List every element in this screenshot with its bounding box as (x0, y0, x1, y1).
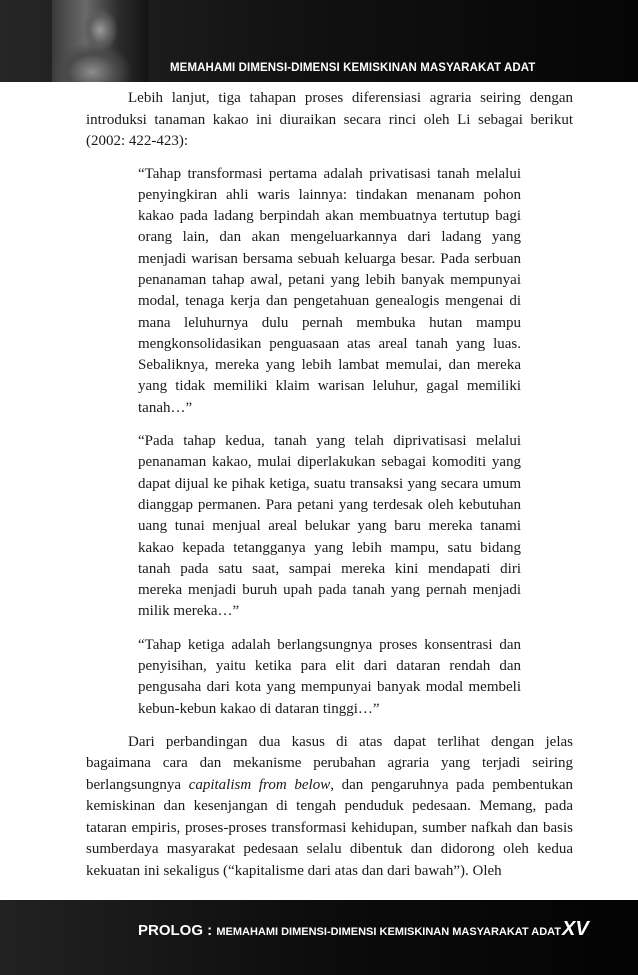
footer-prolog-label: PROLOG : (138, 922, 217, 939)
page-number: XV (562, 918, 589, 940)
page-header (0, 0, 638, 82)
closing-text-start: Dari perbandingan dua kasus di atas dapat terlihat dengan jelas bagaimana cara dan mekanisme perubahan agraria yang terjadi seiring berlangsungnya (86, 733, 573, 793)
block-quote-2: “Pada tahap kedua, tanah yang telah diprivatisasi melalui penanaman kakao, mulai diperlakukan sebagai komoditi yang dapat dijual ke pihak ketiga, suatu transaksi yang secara umum dianggap permanen. Para petani yang terdesak oleh kebutuhan uang tunai menjual areal belukar yang baru mereka tanami kakao kepada tetangganya yang lebih mampu, satu bidang tanah pada satu saat, sampai mereka kini mendapati diri mereka menjadi buruh upah pada tanah yang pernah menjadi milik mereka…” (138, 433, 521, 620)
intro-paragraph: Lebih lanjut, tiga tahapan proses diferensiasi agraria seiring dengan introduksi tanaman kakao ini diuraikan secara rinci oleh Li sebagai berikut (2002: 422-423): (86, 90, 573, 149)
page-body (86, 88, 573, 882)
block-quotes (86, 164, 573, 720)
header-photo (52, 0, 148, 82)
closing-paragraph (86, 732, 573, 883)
running-title: MEMAHAMI DIMENSI-DIMENSI KEMISKINAN MASYARAKAT ADAT (170, 62, 536, 74)
page-footer (0, 900, 638, 975)
block-quote-1: “Tahap transformasi pertama adalah privatisasi tanah melalui penyingkiran ahli waris lainnya: tindakan menanam pohon kakao pada ladang berpindah akan membuatnya tertutup bagi orang lain, dan akan mengeluarkannya dari ladang yang menjadi warisan bersama sebuah keluarga besar. Pada serbuan penanaman tahap awal, petani yang lebih banyak mempunyai modal, tenaga kerja dan pengetahuan genealogis mengenai di mana leluhurnya dulu pernah membuka hutan mampu mengkonsolidasikan penguasaan atas areal tanah yang luas. Sebaliknya, mereka yang lebih lambat memulai, dan mereka yang tidak memiliki klaim warisan leluhur, gagal memiliki tanah…” (138, 165, 521, 416)
footer-running-title (138, 922, 561, 940)
closing-text-end: , dan pengaruhnya pada pembentukan kemiskinan dan kesenjangan di tengah penduduk pedesaan. Memang, pada tataran empiris, proses-proses transformasi kehidupan, sumber nafkah dan basis sumberdaya masyarakat pedesaan selalu dibentuk dan didorong oleh kedua kekuatan ini sekaligus (“kapitalisme dari atas dan dari bawah”). Oleh (86, 776, 574, 879)
block-quote-3: “Tahap ketiga adalah berlangsungnya proses konsentrasi dan penyisihan, yaitu ketika para elit dari dataran rendah dan pengusaha dari kota yang mempunyai banyak modal membeli kebun-kebun kakao di dataran tinggi…” (138, 636, 521, 717)
closing-italic-term: capitalism from below (188, 776, 331, 793)
footer-subtitle: MEMAHAMI DIMENSI-DIMENSI KEMISKINAN MASYARAKAT ADAT (216, 926, 562, 938)
